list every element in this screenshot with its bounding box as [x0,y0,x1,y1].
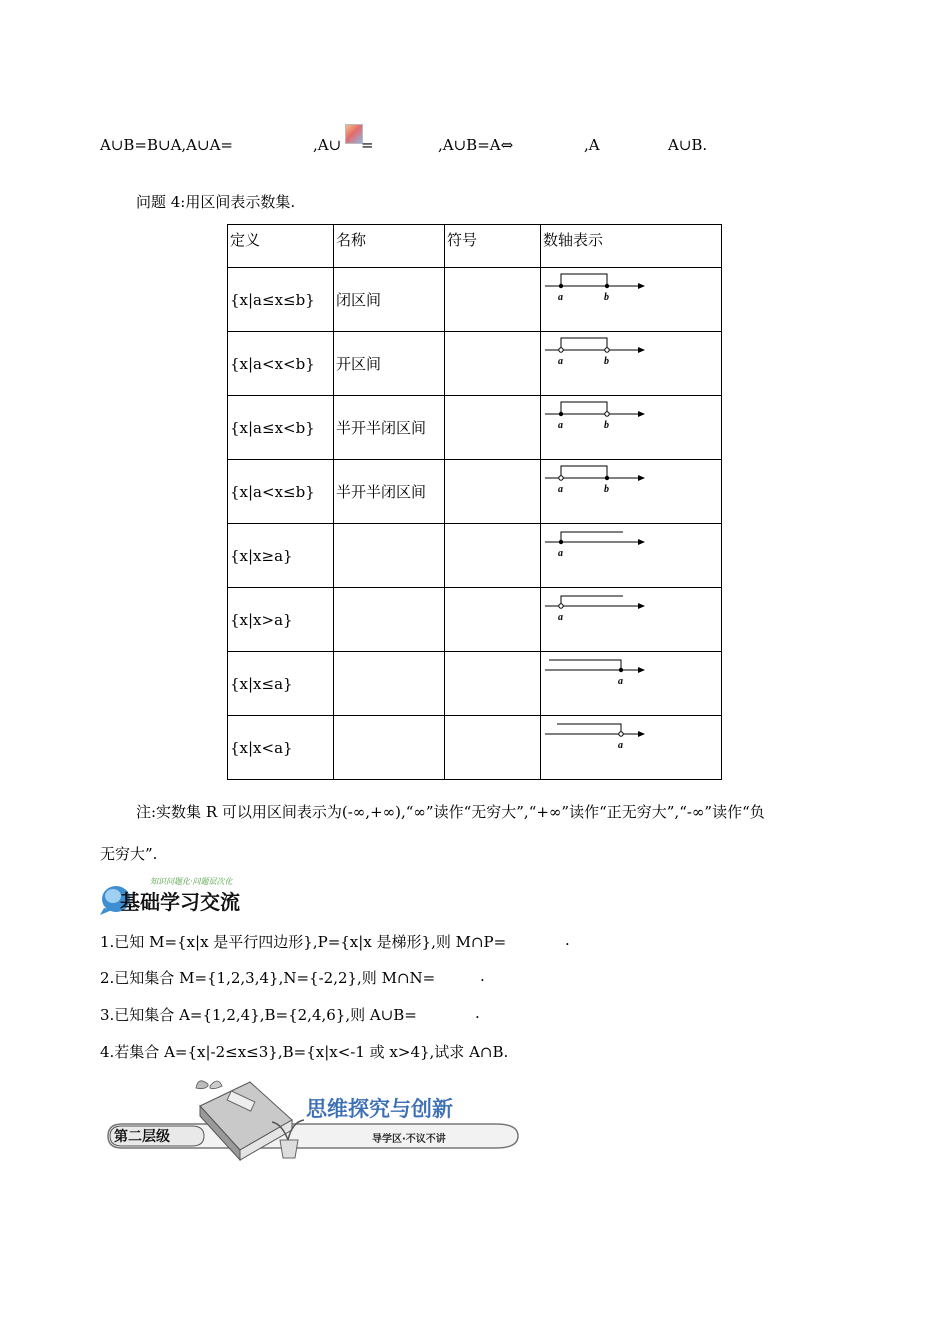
number-line-closed-open [543,398,649,456]
row-number-line [541,716,722,780]
header-definition: 定义 [228,225,334,268]
row-definition: {x|a<x<b} [228,332,334,396]
table-row [228,332,722,396]
label-a: a [618,740,623,751]
table-header-row [228,225,722,268]
table-row [228,524,722,588]
row-symbol [445,396,541,460]
note-line-2: 无穷大”. [100,845,158,863]
exercise-2: 2.已知集合 M={1,2,3,4},N={-2,2},则 M∩N= [100,969,436,987]
row-number-line [541,524,722,588]
row-name: 半开半闭区间 [334,396,445,460]
table-row [228,716,722,780]
label-b: b [604,420,609,431]
section-banner-level-two [100,1076,520,1166]
row-number-line [541,332,722,396]
row-number-line [541,268,722,332]
row-symbol [445,716,541,780]
label-a: a [618,676,623,687]
banner2-subtitle: 导学区·不议不讲 [372,1134,446,1145]
banner1-title: 基础学习交流 [120,890,240,914]
row-definition: {x|x≤a} [228,652,334,716]
number-line-open-open [543,334,649,392]
row-definition: {x|a≤x≤b} [228,268,334,332]
speech-bubble-icon [100,874,270,916]
row-definition: {x|a≤x<b} [228,396,334,460]
banner2-level: 第二层级 [114,1129,170,1145]
exercise-4: 4.若集合 A={x|-2≤x≤3},B={x|x<-1 或 x>4},试求 A∩B. [100,1043,509,1061]
question-4: 问题 4:用区间表示数集. [136,193,296,211]
formula-part3: = [361,136,374,154]
table-row [228,268,722,332]
number-line-ray-right-open [543,590,649,648]
row-symbol [445,460,541,524]
note-line-1: 注:实数集 R 可以用区间表示为(-∞,+∞),“∞”读作“无穷大”,“+∞”读作“正无穷大”,“-∞”读作“负 [136,803,765,821]
number-line-ray-right-closed [543,526,649,584]
label-b: b [604,292,609,303]
number-line-closed-closed [543,270,649,328]
table-row [228,652,722,716]
exercise-1-end: . [565,931,570,949]
row-name [334,716,445,780]
row-definition: {x|x≥a} [228,524,334,588]
butterfly-icon [196,1081,222,1089]
table-row [228,588,722,652]
table-row [228,396,722,460]
banner1-subtitle: 知识问题化·问题层次化 [150,877,233,886]
row-symbol [445,332,541,396]
exercise-2-end: . [480,967,485,985]
row-definition: {x|x>a} [228,588,334,652]
table-row [228,460,722,524]
label-b: b [604,484,609,495]
header-name: 名称 [334,225,445,268]
exercise-1: 1.已知 M={x|x 是平行四边形},P={x|x 是梯形},则 M∩P= [100,933,507,951]
section-banner-basic-learning [100,874,270,916]
row-number-line [541,652,722,716]
header-symbol: 符号 [445,225,541,268]
exercise-3-end: . [475,1004,480,1022]
row-name: 开区间 [334,332,445,396]
row-name [334,588,445,652]
row-name [334,524,445,588]
number-line-open-closed [543,462,649,520]
row-symbol [445,268,541,332]
label-a: a [558,356,563,367]
header-number-line: 数轴表示 [541,225,722,268]
row-symbol [445,652,541,716]
banner2-title: 思维探究与创新 [306,1097,453,1121]
number-line-ray-left-open [543,718,649,776]
row-symbol [445,524,541,588]
row-number-line [541,460,722,524]
label-a: a [558,420,563,431]
row-name: 闭区间 [334,268,445,332]
formula-part4: ,A∪B=A⇔ [438,136,514,154]
exercise-3: 3.已知集合 A={1,2,4},B={2,4,6},则 A∪B= [100,1006,417,1024]
row-definition: {x|x<a} [228,716,334,780]
row-symbol [445,588,541,652]
number-line-ray-left-closed [543,654,649,712]
formula-part6: A∪B. [668,136,708,154]
book-banner-graphic [100,1076,520,1166]
formula-part1: A∪B=B∪A,A∪A= [100,136,233,154]
row-name [334,652,445,716]
interval-table [227,224,722,780]
formula-part2: ,A∪ [313,136,342,154]
row-name: 半开半闭区间 [334,460,445,524]
row-definition: {x|a<x≤b} [228,460,334,524]
label-a: a [558,612,563,623]
row-number-line [541,396,722,460]
row-number-line [541,588,722,652]
label-b: b [604,356,609,367]
label-a: a [558,292,563,303]
label-a: a [558,484,563,495]
formula-part5: ,A [584,136,600,154]
label-a: a [558,548,563,559]
